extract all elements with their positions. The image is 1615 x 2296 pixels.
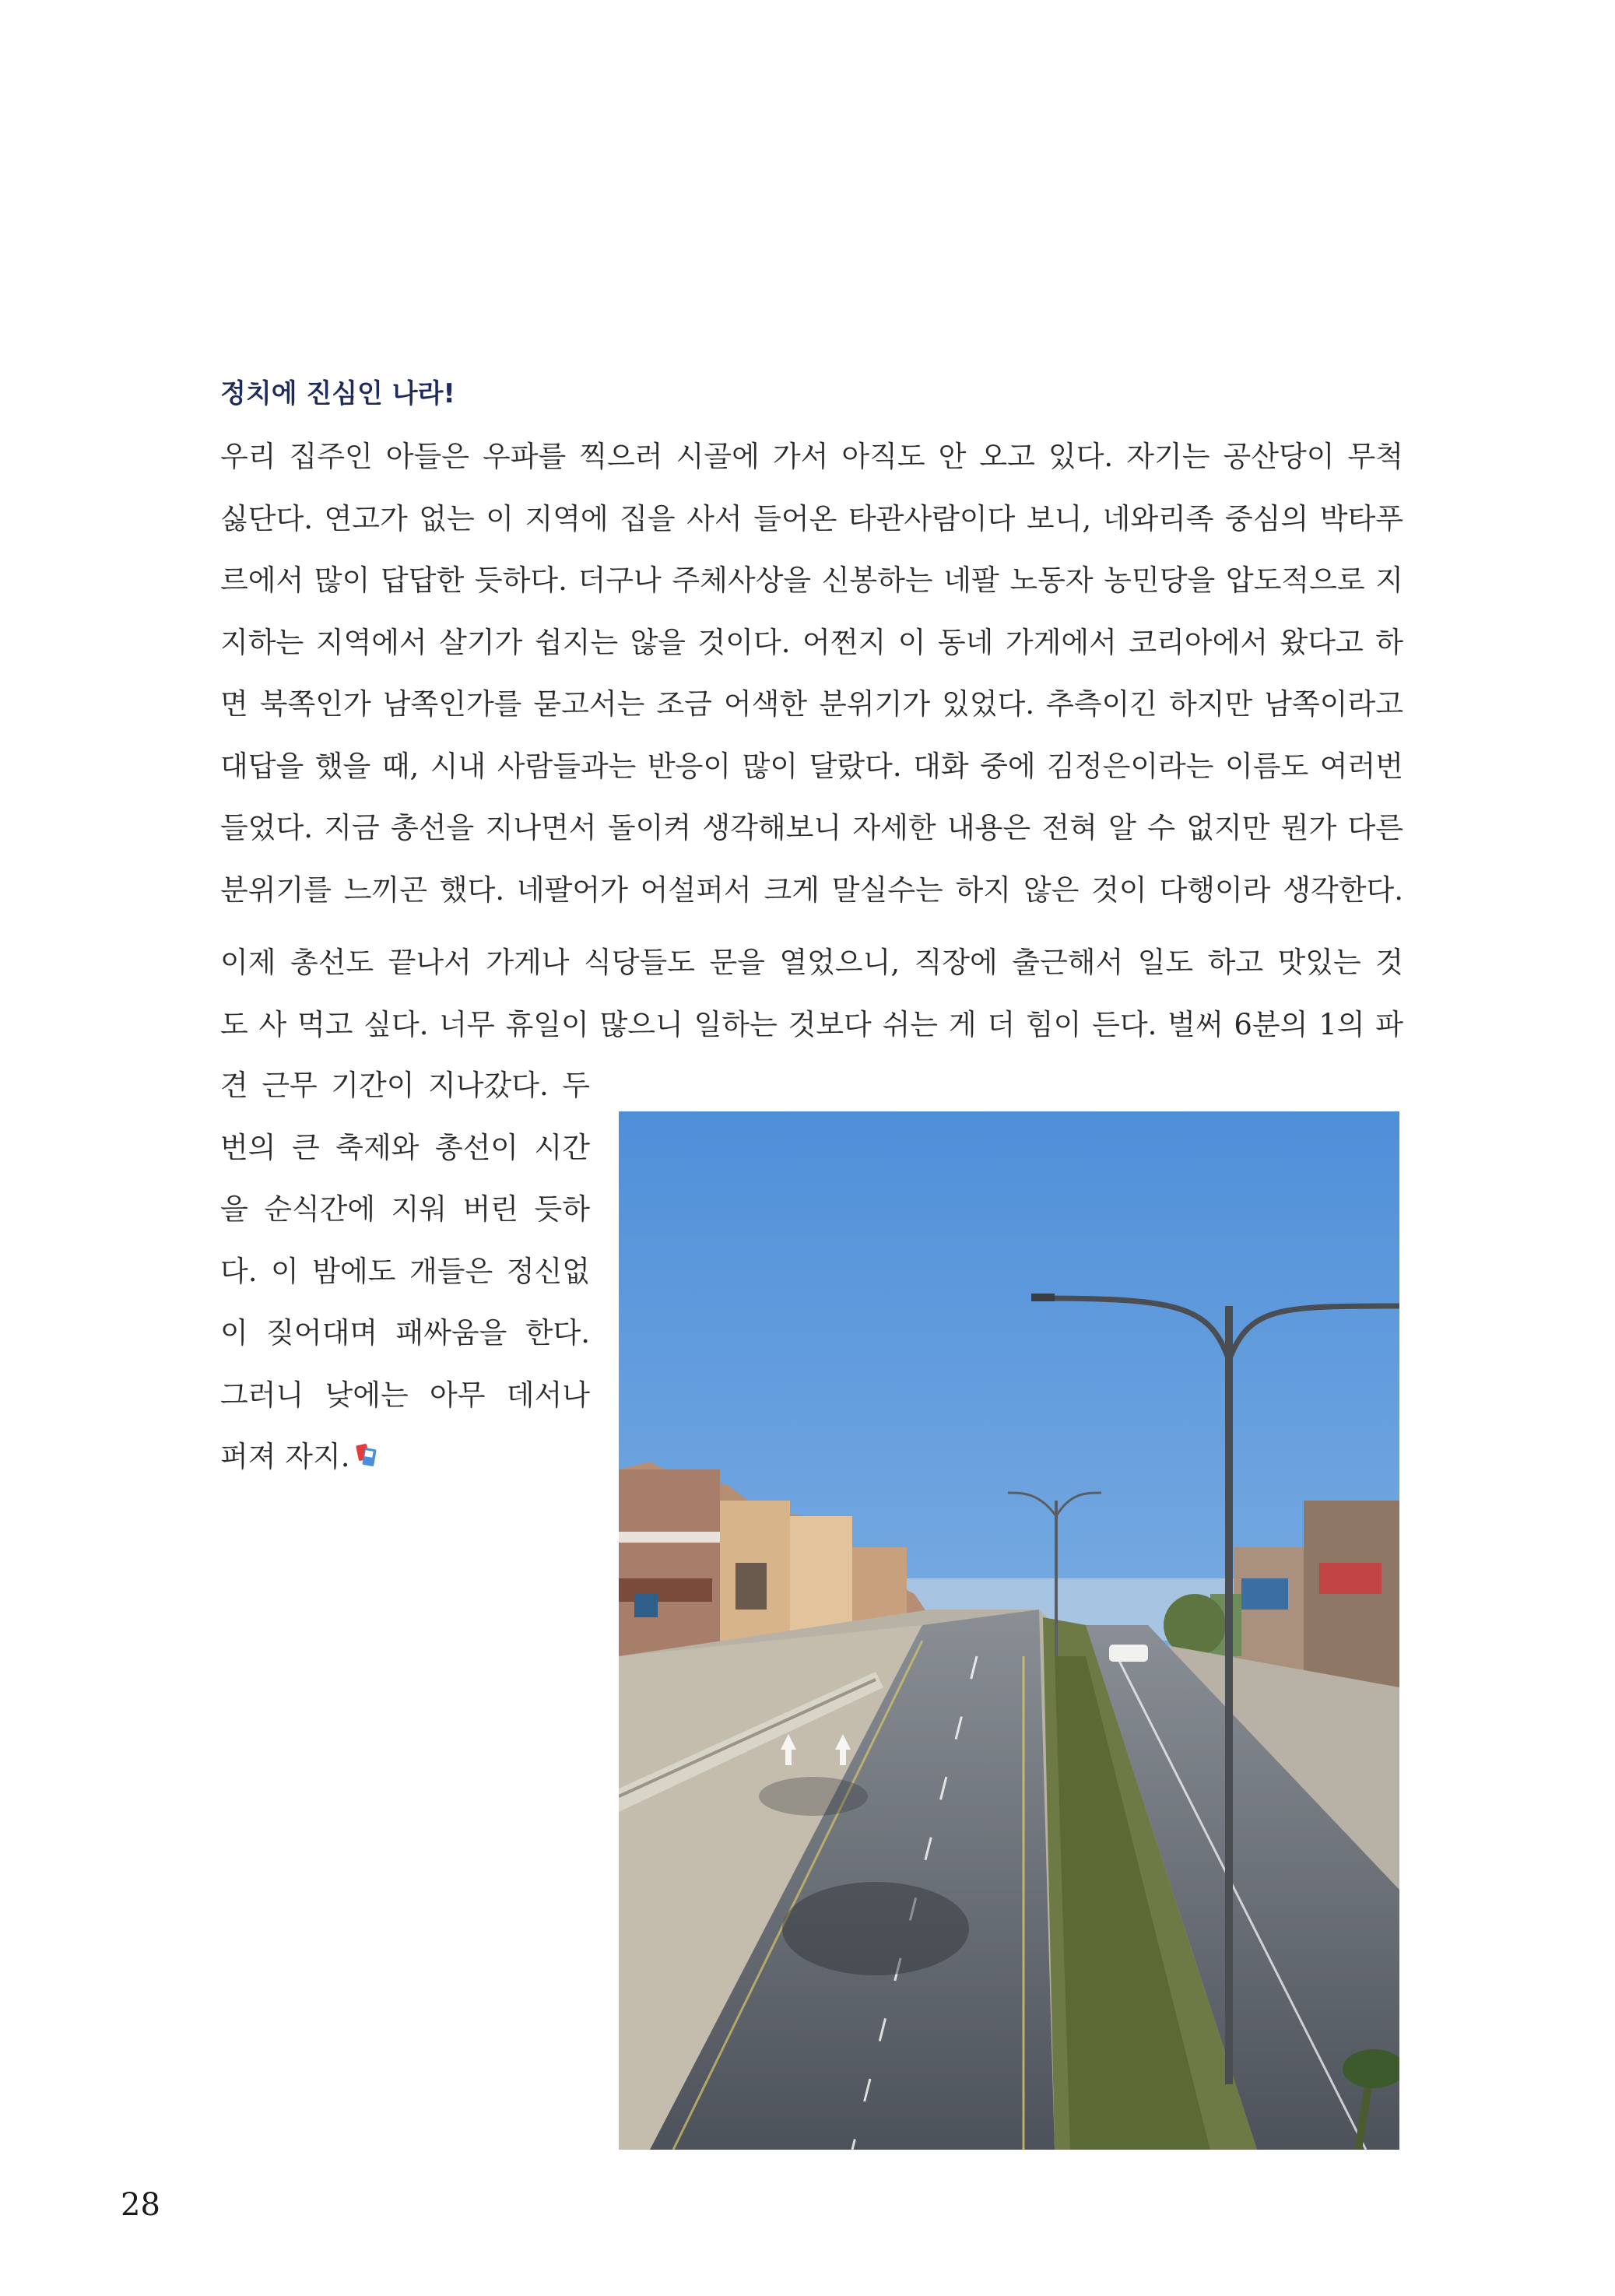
paragraph-line: 번의 큰 축제와 총선이 시간: [220, 1130, 590, 1164]
paragraph-line: 대답을 했을 때, 시내 사람들과는 반응이 많이 달랐다. 대화 중에 김정은이라는 이름도 여러번: [220, 749, 1403, 783]
paragraph-line: 우리 집주인 아들은 우파를 찍으러 시골에 가서 아직도 안 오고 있다. 자기는 공산당이 무척: [220, 440, 1403, 473]
street-photo: [619, 1111, 1399, 2150]
paragraph-line: 견 근무 기간이 지나갔다. 두: [220, 1069, 590, 1102]
paragraph-1: [220, 426, 1403, 921]
paragraph-line: 이제 총선도 끝나서 가게나 식당들도 문을 열었으니, 직장에 출근해서 일도 하고 맛있는 것: [220, 946, 1403, 979]
section-heading: 정치에 진심인 나라!: [220, 378, 455, 409]
paragraph-line: 이 짖어대며 패싸움을 한다.: [220, 1316, 590, 1350]
paragraph-line: 다. 이 밤에도 개들은 정신없: [220, 1254, 590, 1288]
paragraph-line: 지하는 지역에서 살기가 쉽지는 않을 것이다. 어쩐지 이 동네 가게에서 코리아에서 왔다고 하: [220, 625, 1403, 659]
page-number: 28: [121, 2187, 160, 2223]
paragraph-line: 싫단다. 연고가 없는 이 지역에 집을 사서 들어온 타관사람이다 보니, 네와리족 중심의 박타푸: [220, 501, 1403, 535]
paragraph-2: [220, 932, 1403, 1055]
paragraph-line-text: 퍼져 자지.: [220, 1440, 350, 1473]
paragraph-line: 분위기를 느끼곤 했다. 네팔어가 어설퍼서 크게 말실수는 하지 않은 것이 다행이라 생각한다.: [220, 872, 1403, 907]
paragraph-line: 을 순식간에 지워 버린 듯하: [220, 1192, 590, 1226]
paragraph-line: 르에서 많이 답답한 듯하다. 더구나 주체사상을 신봉하는 네팔 노동자 농민당을 압도적으로 지: [220, 563, 1403, 597]
paragraph-line: 면 북쪽인가 남쪽인가를 묻고서는 조금 어색한 분위기가 있었다. 추측이긴 하지만 남쪽이라고: [220, 687, 1403, 721]
paragraph-line-final: [220, 1426, 590, 1488]
paragraph-line: 도 사 먹고 싶다. 너무 휴일이 많으니 일하는 것보다 쉬는 게 더 힘이 든다. 벌써 6분의 1의 파: [220, 1007, 1403, 1041]
paragraph-line: 들었다. 지금 총선을 지나면서 돌이켜 생각해보니 자세한 내용은 전혀 알 수 없지만 뭔가 다른: [220, 811, 1403, 844]
sleeping-emoji-icon: [355, 1429, 378, 1457]
paragraph-2-column: [220, 1055, 590, 1488]
paragraph-line: 그러니 낮에는 아무 데서나: [220, 1378, 590, 1412]
